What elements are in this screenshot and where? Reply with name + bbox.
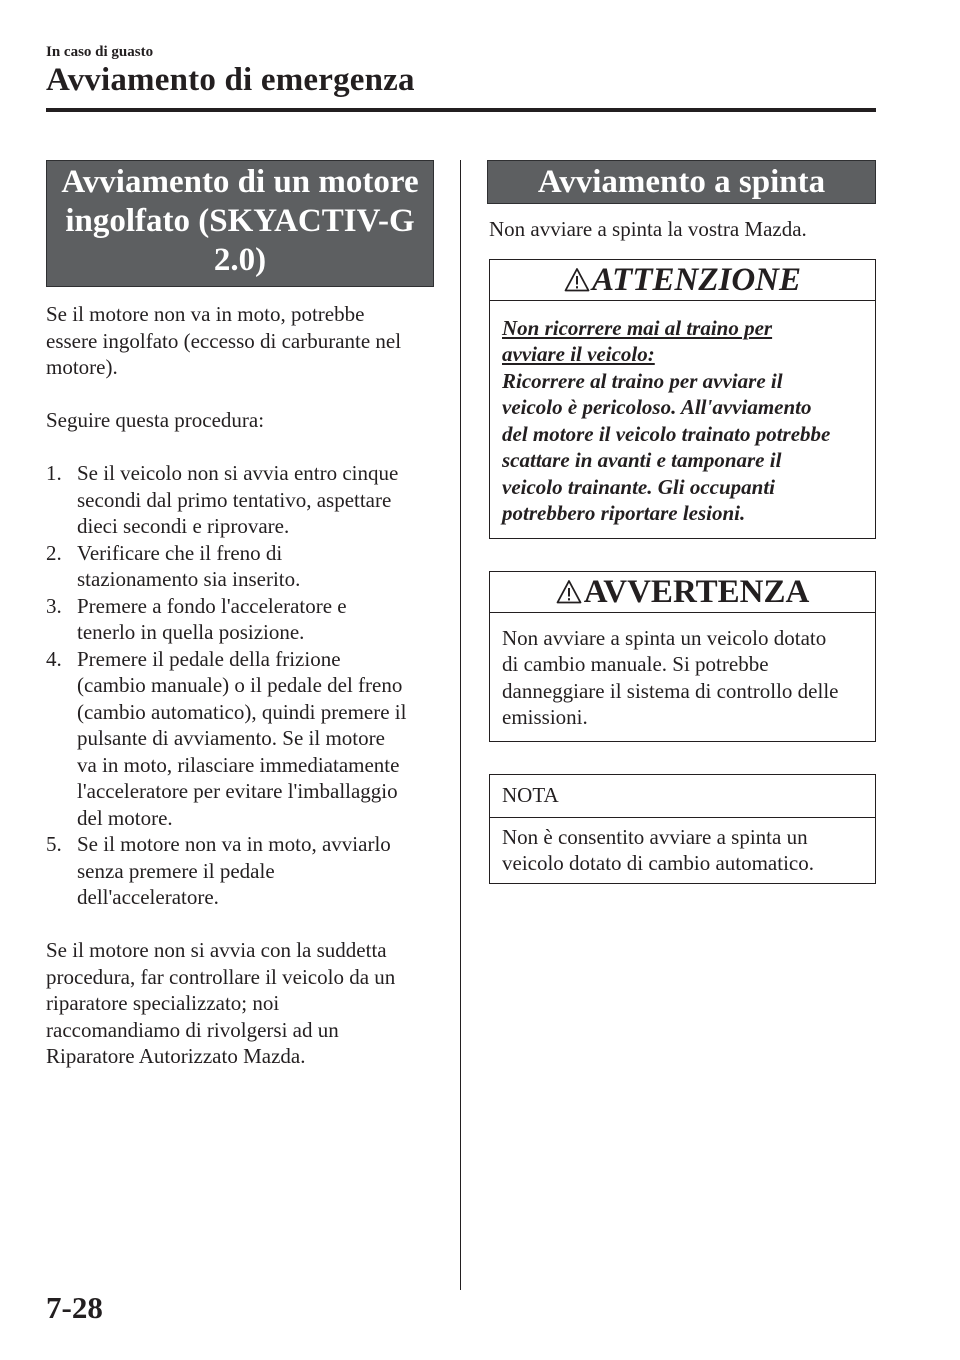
note-header: NOTA [490,775,875,818]
step-line: stazionamento sia inserito. [77,567,301,591]
closing-line: riparatore specializzato; noi [46,991,280,1015]
warning-body [490,613,875,741]
step-number: 1. [46,461,62,485]
attention-header [490,260,875,301]
step-line: Verificare che il freno di [77,540,283,565]
note-line: veicolo dotato di cambio automatico. [502,851,814,875]
step-item [46,831,434,911]
step-line: Premere a fondo l'acceleratore e [77,593,347,618]
step-line: dell'acceleratore. [77,885,219,909]
warning-line: di cambio manuale. Si potrebbe [502,652,769,676]
warning-line: emissioni. [502,705,588,729]
closing-line: Se il motore non si avvia con la suddetta [46,938,387,962]
step-line: senza premere il pedale [77,858,275,883]
attention-underlined-line: avviare il veicolo: [502,342,655,366]
page-number: 7-28 [46,1290,103,1325]
page-title: Avviamento di emergenza [46,62,415,98]
attention-line: del motore il veicolo trainato potrebbe [502,421,831,446]
attention-line: veicolo trainante. Gli occupanti [502,474,775,499]
warning-header [490,572,875,613]
closing-line: Riparatore Autorizzato Mazda. [46,1044,306,1068]
attention-body [490,301,875,538]
procedure-intro: Seguire questa procedura: [46,408,265,432]
title-rule [46,108,876,112]
step-line: Premere il pedale della frizione [77,646,341,671]
step-number: 4. [46,646,62,671]
attention-line: scattare in avanti e tamponare il [502,448,782,472]
heading-line: Avviamento di un motore [61,164,419,200]
push-start-intro: Non avviare a spinta la vostra Mazda. [489,217,807,241]
step-number: 3. [46,593,62,618]
warning-triangle-icon [564,263,590,303]
attention-underlined-line: Non ricorrere mai al traino per [502,315,773,340]
section-heading-flooded-engine [46,160,434,287]
heading-line: 2.0) [213,242,267,278]
step-item [46,540,434,593]
note-line: Non è consentito avviare a spinta un [502,824,808,849]
step-item [46,460,434,540]
intro-line: Se il motore non va in moto, potrebbe [46,302,365,326]
warning-triangle-icon [556,575,582,615]
step-line: pulsante di avviamento. Se il motore [77,726,385,750]
attention-line: Ricorrere al traino per avviare il [502,368,783,393]
step-number: 2. [46,540,62,565]
step-line: Se il motore non va in moto, avviarlo [77,832,391,856]
intro-line: essere ingolfato (eccesso di carburante nel [46,328,402,353]
breadcrumb: In caso di guasto [46,44,154,60]
closing-line: raccomandiamo di rivolgersi ad un [46,1017,339,1042]
section-heading-push-start: Avviamento a spinta [487,160,876,204]
right-column [489,160,876,884]
heading-line: ingolfato (SKYACTIV-G [65,203,415,239]
step-line: dieci secondi e riprovare. [77,514,290,538]
step-line: (cambio manuale) o il pedale del freno [77,673,403,697]
column-divider [460,160,461,1290]
step-line: secondi dal primo tentativo, aspettare [77,487,392,512]
warning-box [489,571,876,742]
closing-line: procedura, far controllare il veicolo da un [46,964,396,989]
note-body [490,818,875,883]
step-line: (cambio automatico), quindi premere il [77,699,407,724]
procedure-steps [46,460,434,911]
left-column [46,160,434,1070]
step-line: Se il veicolo non si avvia entro cinque [77,461,399,485]
warning-label: AVVERTENZA [583,573,810,610]
attention-label: ATTENZIONE [591,261,802,298]
step-item [46,593,434,646]
warning-line: Non avviare a spinta un veicolo dotato [502,625,827,650]
step-line: tenerlo in quella posizione. [77,620,305,644]
step-item [46,646,434,832]
attention-line: potrebbero riportare lesioni. [502,501,746,525]
attention-line: veicolo è pericoloso. All'avviamento [502,395,812,419]
step-line: va in moto, rilasciare immediatamente [77,752,400,777]
note-box [489,774,876,884]
step-line: del motore. [77,805,173,830]
step-line: l'acceleratore per evitare l'imballaggio [77,779,398,803]
step-number: 5. [46,832,62,856]
attention-box [489,259,876,539]
warning-line: danneggiare il sistema di controllo delle [502,678,839,703]
intro-line: motore). [46,355,118,379]
